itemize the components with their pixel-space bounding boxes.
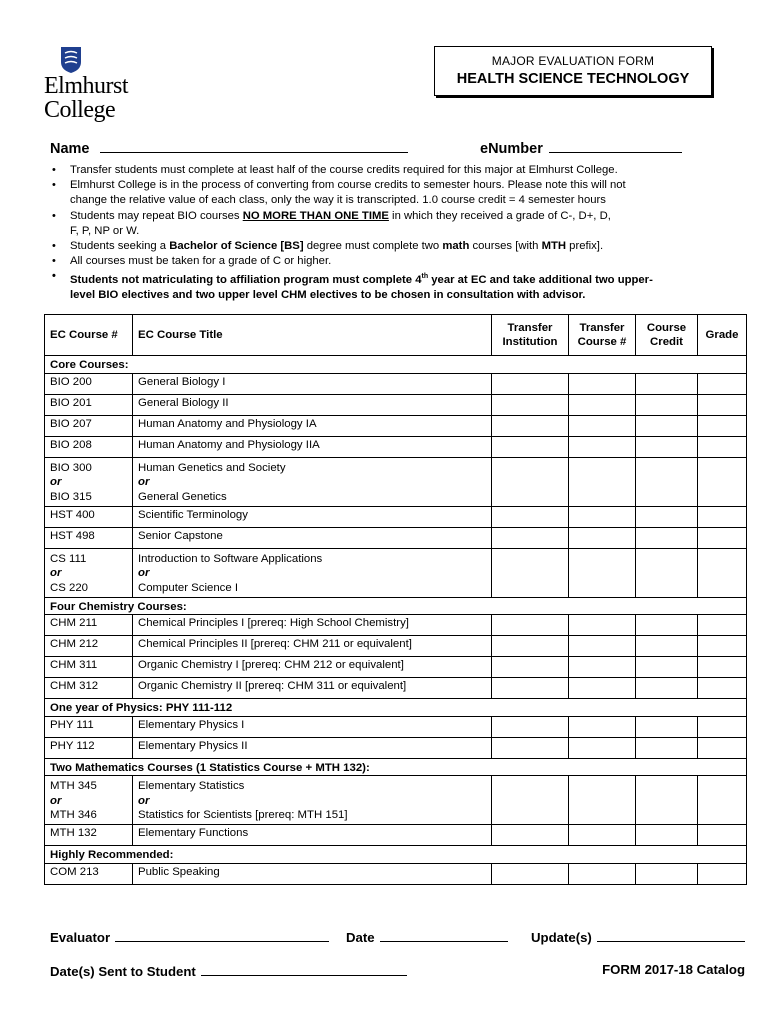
- evaluator-field: [50, 928, 329, 945]
- course-table: [44, 314, 747, 885]
- instruction-item: • Students may repeat BIO courses NO MORE THAN ONE TIME in which they received a grade of C-, D+, D, F, P, NP or W.: [50, 209, 750, 239]
- table-row: HST 498 Senior Capstone: [45, 527, 747, 548]
- header-grade: Grade: [698, 315, 747, 356]
- shield-icon: [60, 46, 82, 74]
- section-row: [45, 758, 747, 776]
- table-row: PHY 111 Elementary Physics I: [45, 716, 747, 737]
- table-row: MTH 132 Elementary Functions: [45, 825, 747, 846]
- updates-input-line[interactable]: [597, 928, 745, 942]
- table-row: HST 400 Scientific Terminology: [45, 506, 747, 527]
- name-input-line[interactable]: [100, 138, 408, 153]
- college-logo: [40, 44, 140, 124]
- updates-field: [531, 928, 745, 945]
- table-row: BIO 300 or BIO 315 Human Genetics and Society or General Genetics: [45, 457, 747, 506]
- section-row: [45, 356, 747, 374]
- section-core: Core Courses:: [45, 356, 747, 374]
- form-label: MAJOR EVALUATION FORM: [491, 54, 655, 68]
- table-row: PHY 112 Elementary Physics II: [45, 737, 747, 758]
- date-input-line[interactable]: [380, 928, 508, 942]
- table-row: BIO 208 Human Anatomy and Physiology IIA: [45, 436, 747, 457]
- section-recommended: Highly Recommended:: [45, 846, 747, 864]
- table-row: MTH 345 or MTH 346 Elementary Statistics or Statistics for Scientists [prereq: MTH 151]: [45, 776, 747, 825]
- header-course-credit: Course Credit: [636, 315, 698, 356]
- header-transfer-course: Transfer Course #: [569, 315, 636, 356]
- table-row: BIO 200 General Biology I: [45, 373, 747, 394]
- evaluator-label: Evaluator: [50, 930, 111, 945]
- table-row: CHM 311 Organic Chemistry I [prereq: CHM 212 or equivalent]: [45, 657, 747, 678]
- form-version: FORM 2017-18 Catalog: [602, 962, 745, 977]
- table-row: BIO 207 Human Anatomy and Physiology IA: [45, 415, 747, 436]
- instruction-item: • Elmhurst College is in the process of converting from course credits to semester hours. Please note this will not change the relative value of each class, only the way it is transcripted. 1.0 course credit = 4 semester hours: [50, 178, 750, 208]
- instruction-item: • Students seeking a Bachelor of Science [BS] degree must complete two math courses [with MTH prefix].: [50, 239, 750, 254]
- table-header-row: [45, 315, 747, 356]
- table-row: BIO 201 General Biology II: [45, 394, 747, 415]
- section-math: Two Mathematics Courses (1 Statistics Course + MTH 132):: [45, 758, 747, 776]
- instruction-item: • All courses must be taken for a grade of C or higher.: [50, 254, 750, 269]
- enumber-field: [480, 138, 682, 157]
- table-row: COM 213 Public Speaking: [45, 863, 747, 884]
- date-sent-input-line[interactable]: [201, 962, 407, 976]
- section-row: [45, 846, 747, 864]
- date-sent-field: [50, 962, 407, 979]
- updates-label: Update(s): [531, 930, 592, 945]
- name-label: Name: [50, 141, 90, 157]
- form-title: HEALTH SCIENCE TECHNOLOGY: [456, 71, 690, 87]
- date-label: Date: [346, 930, 375, 945]
- enumber-label: eNumber: [480, 141, 543, 157]
- section-physics: One year of Physics: PHY 111-112: [45, 699, 747, 717]
- evaluator-input-line[interactable]: [115, 928, 329, 942]
- section-chemistry: Four Chemistry Courses:: [45, 597, 747, 615]
- instruction-item: • Students not matriculating to affiliation program must complete 4th year at EC and take additional two upper- level BIO electives and two upper level CHM electives to be chosen in consultation with advisor.: [50, 269, 750, 303]
- enumber-input-line[interactable]: [549, 138, 682, 153]
- logo-text-line1: Elmhurst: [44, 73, 128, 99]
- header-transfer-institution: Transfer Institution: [492, 315, 569, 356]
- form-title-box: [434, 46, 712, 96]
- header-ec-title: EC Course Title: [133, 315, 492, 356]
- section-row: [45, 597, 747, 615]
- table-row: CHM 212 Chemical Principles II [prereq: CHM 211 or equivalent]: [45, 636, 747, 657]
- name-field: [50, 138, 408, 157]
- table-row: CHM 312 Organic Chemistry II [prereq: CHM 311 or equivalent]: [45, 678, 747, 699]
- table-row: CS 111 or CS 220 Introduction to Software Applications or Computer Science I: [45, 548, 747, 597]
- table-row: CHM 211 Chemical Principles I [prereq: High School Chemistry]: [45, 615, 747, 636]
- date-sent-label: Date(s) Sent to Student: [50, 964, 196, 979]
- date-field: [346, 928, 508, 945]
- instruction-item: • Transfer students must complete at least half of the course credits required for this major at Elmhurst College.: [50, 163, 750, 178]
- logo-text-line2: College: [44, 97, 116, 123]
- header-ec-course: EC Course #: [45, 315, 133, 356]
- instructions-list: [50, 163, 750, 304]
- section-row: [45, 699, 747, 717]
